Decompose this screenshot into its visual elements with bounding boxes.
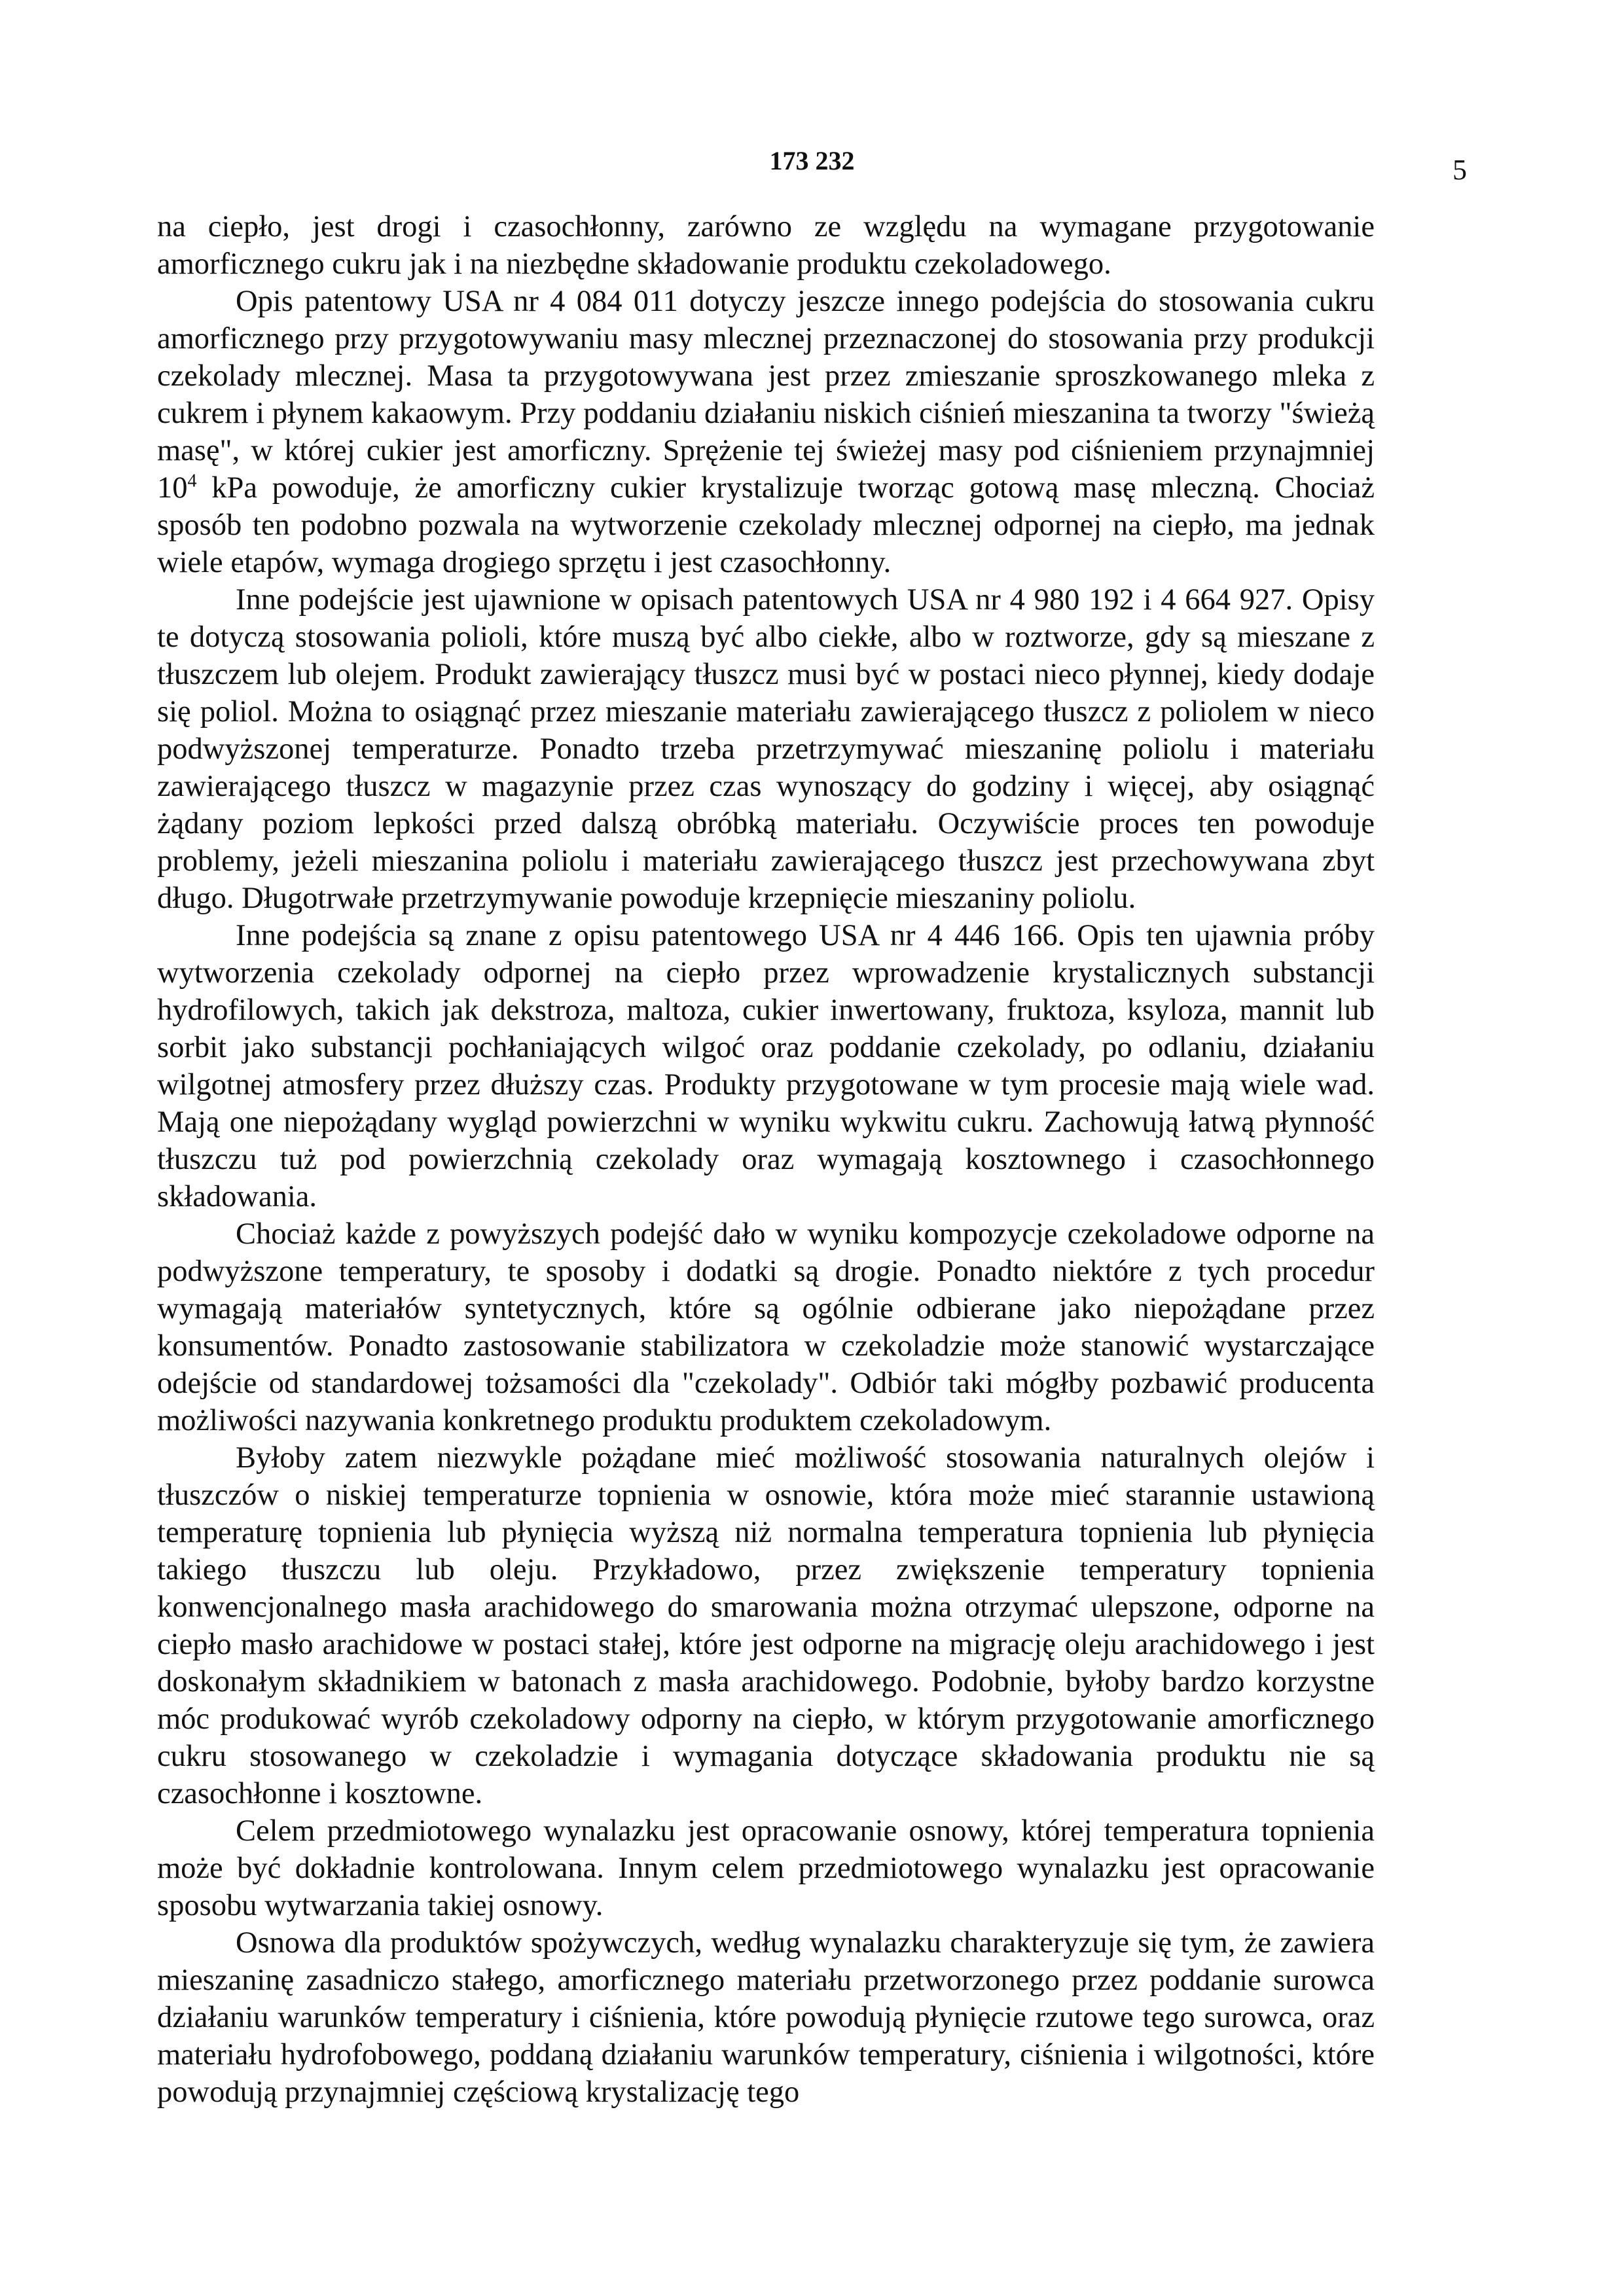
paragraph-2 (157, 283, 1375, 581)
paragraph-2-text-after: kPa powoduje, że amorficzny cukier krystalizuje tworząc gotową masę mleczną. Chociaż sposób ten podobno pozwala na wytworzenie czekolady mlecznej odpornej na ciepło, ma jednak wiele etapów, wymaga drogiego sprzętu i jest czasochłonny. (157, 471, 1375, 579)
paragraph-1: na ciepło, jest drogi i czasochłonny, zarówno ze względu na wymagane przygotowanie amorficznego cukru jak i na niezbędne składowanie produktu czekoladowego. (157, 210, 1375, 281)
paragraph-5: Chociaż każde z powyższych podejść dało w wyniku kompozycje czekoladowe odporne na podwyższone temperatury, te sposoby i dodatki są drogie. Ponadto niektóre z tych procedur wymagają materiałów syntetycznych, które są ogólnie odbierane jako niepożądane przez konsumentów. Ponadto zastosowanie stabilizatora w czekoladzie może stanowić wystarczające odejście od standardowej tożsamości dla "czekolady". Odbiór taki mógłby pozbawić producenta możliwości nazywania konkretnego produktu produktem czekoladowym. (157, 1217, 1375, 1437)
paragraph-4: Inne podejścia są znane z opisu patentowego USA nr 4 446 166. Opis ten ujawnia próby wytworzenia czekolady odpornej na ciepło przez wprowadzenie krystalicznych substancji hydrofilowych, takich jak dekstroza, maltoza, cukier inwertowany, fruktoza, ksyloza, mannit lub sorbit jako substancji pochłaniających wilgoć oraz poddanie czekolady, po odlaniu, działaniu wilgotnej atmosfery przez dłuższy czas. Produkty przygotowane w tym procesie mają wiele wad. Mają one niepożądany wygląd powierzchni w wyniku wykwitu cukru. Zachowują łatwą płynność tłuszczu tuż pod powierzchnią czekolady oraz wymagają kosztownego i czasochłonnego składowania. (157, 919, 1375, 1213)
exponent: 4 (187, 471, 197, 492)
paragraph-8: Osnowa dla produktów spożywczych, według wynalazku charakteryzuje się tym, że zawiera mieszaninę zasadniczo stałego, amorficznego materiału przetworzonego przez poddanie surowca działaniu warunków temperatury i ciśnienia, które powodują płynięcie rzutowe tego surowca, oraz materiału hydrofobowego, poddaną działaniu warunków temperatury, ciśnienia i wilgotności, które powodują przynajmniej częściową krystalizację tego (157, 1926, 1375, 2109)
paragraph-2-text: Opis patentowy USA nr 4 084 011 dotyczy jeszcze innego podejścia do stosowania cukru amorficznego przy przygotowywaniu masy mlecznej przeznaczonej do stosowania przy produkcji czekolady mlecznej. Masa ta przygotowywana jest przez zmieszanie sproszkowanego mleka z cukrem i płynem kakaowym. Przy poddaniu działaniu niskich ciśnień mieszanina ta tworzy "świeżą masę", w której cukier jest amorficzny. Sprężenie tej świeżej masy pod ciśnieniem przynajmniej 10 (157, 285, 1375, 505)
patent-number: 173 232 (769, 146, 855, 175)
page-header (157, 145, 1467, 185)
page-number: 5 (1453, 154, 1467, 186)
body-text (157, 208, 1375, 2111)
paragraph-6: Byłoby zatem niezwykle pożądane mieć możliwość stosowania naturalnych olejów i tłuszczów o niskiej temperaturze topnienia w osnowie, która może mieć starannie ustawioną temperaturę topnienia lub płynięcia wyższą niż normalna temperatura topnienia lub płynięcia takiego tłuszczu lub oleju. Przykładowo, przez zwiększenie temperatury topnienia konwencjonalnego masła arachidowego do smarowania można otrzymać ulepszone, odporne na ciepło masło arachidowe w postaci stałej, które jest odporne na migrację oleju arachidowego i jest doskonałym składnikiem w batonach z masła arachidowego. Podobnie, byłoby bardzo korzystne móc produkować wyrób czekoladowy odporny na ciepło, w którym przygotowanie amorficznego cukru stosowanego w czekoladzie i wymagania dotyczące składowania produktu nie są czasochłonne i kosztowne. (157, 1441, 1375, 1810)
paragraph-7: Celem przedmiotowego wynalazku jest opracowanie osnowy, której temperatura topnienia może być dokładnie kontrolowana. Innym celem przedmiotowego wynalazku jest opracowanie sposobu wytwarzania takiej osnowy. (157, 1814, 1375, 1922)
paragraph-3: Inne podejście jest ujawnione w opisach patentowych USA nr 4 980 192 i 4 664 927. Opisy te dotyczą stosowania polioli, które muszą być albo ciekłe, albo w roztworze, gdy są mieszane z tłuszczem lub olejem. Produkt zawierający tłuszcz musi być w postaci nieco płynnej, kiedy dodaje się poliol. Można to osiągnąć przez mieszanie materiału zawierającego tłuszcz z poliolem w nieco podwyższonej temperaturze. Ponadto trzeba przetrzymywać mieszaninę poliolu i materiału zawierającego tłuszcz w magazynie przez czas wynoszący do godziny i więcej, aby osiągnąć żądany poziom lepkości przed dalszą obróbką materiału. Oczywiście proces ten powoduje problemy, jeżeli mieszanina poliolu i materiału zawierającego tłuszcz jest przechowywana zbyt długo. Długotrwałe przetrzymywanie powoduje krzepnięcie mieszaniny poliolu. (157, 583, 1375, 915)
